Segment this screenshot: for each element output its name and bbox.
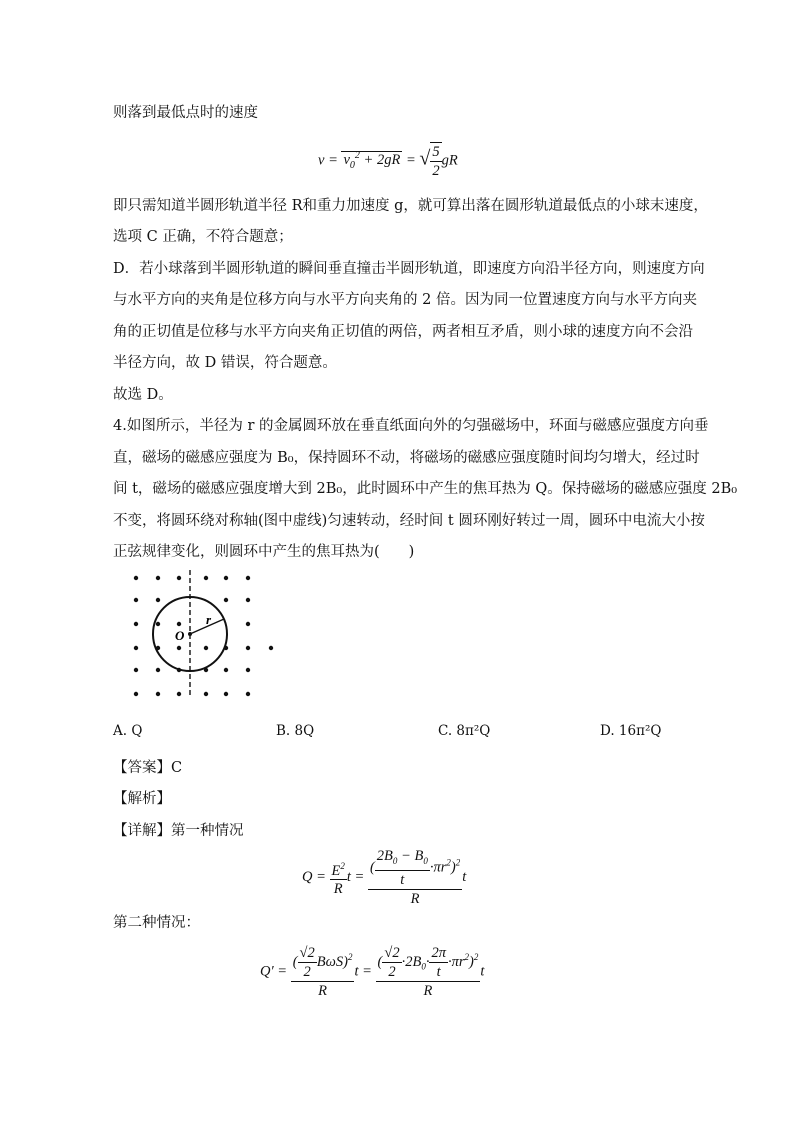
intro-line: 则落到最低点时的速度: [113, 105, 258, 121]
para2-line4: 半径方向，故 D 错误，符合题意。: [113, 355, 337, 371]
q4-line2: 直，磁场的磁感应强度为 B₀，保持圆环不动，将磁场的磁感应强度随时间均匀增大，经过时: [113, 450, 700, 466]
magnetic-field-figure: [126, 570, 276, 705]
answer-line: [113, 758, 182, 778]
para2-line3: 角的正切值是位移与水平方向夹角正切值的两倍，两者相互矛盾，则小球的速度方向不会沿: [113, 324, 693, 340]
para2-line2: 与水平方向的夹角是位移方向与水平方向夹角的 2 倍。因为同一位置速度方向与水平方向夹: [113, 292, 697, 308]
figure-center-label: O: [175, 628, 185, 643]
equation-case2: Q′ = ( $\frac{√2}{2}$ BωS)$^2$ R t = ( $\frac{√2}{2}$ $\cdot 2B_0\cdot$ $\frac{2\pi}{t}$ $\cdot\pi r^2)^2$ R t: [260, 945, 485, 999]
choice-c[interactable]: C. 8π²Q: [438, 723, 491, 739]
answer-value: C: [171, 760, 183, 776]
answer-tag: 【答案】: [113, 760, 171, 776]
detail-line: 【详解】第一种情况: [113, 823, 244, 839]
q4-line3: 间 t，磁场的磁感应强度增大到 2B₀，此时圆环中产生的焦耳热为 Q。保持磁场的磁感应强度 2B₀: [113, 481, 738, 497]
choice-d[interactable]: D. 16π²Q: [600, 723, 662, 739]
analysis-tag: 【解析】: [113, 791, 171, 807]
choice-b[interactable]: B. 8Q: [276, 723, 315, 739]
conclusion-line: 故选 D。: [113, 387, 173, 403]
para2-line1: D．若小球落到半圆形轨道的瞬间垂直撞击半圆形轨道，即速度方向沿半径方向，则速度方向: [113, 261, 705, 277]
para1-line2: 选项 C 正确，不符合题意；: [113, 229, 293, 245]
equation-velocity: $v = v_0^2 + 2gR$ = √ $\frac{5}{2}$ gR: [318, 144, 458, 179]
para1-line1: 即只需知道半圆形轨道半径 R和重力加速度 g，就可算出落在圆形轨道最低点的小球末速度，: [113, 198, 708, 214]
q4-line5: 正弦规律变化，则圆环中产生的焦耳热为( ): [113, 544, 415, 560]
choice-a[interactable]: A. Q: [113, 723, 143, 739]
equation-case1: Q = $\frac{E^2}{R}$ t = ( $\frac{2B_0 - B_0}{t}$ $\cdot\pi r^2)^2$ R t: [302, 848, 467, 907]
q4-line1: 4.如图所示，半径为 r 的金属圆环放在垂直纸面向外的匀强磁场中，环面与磁感应强度方向垂: [113, 418, 709, 434]
q4-line4: 不变，将圆环绕对称轴(图中虚线)匀速转动，经时间 t 圆环刚好转过一周，圆环中电流大小按: [113, 513, 705, 529]
case2-line: 第二种情况：: [113, 915, 200, 931]
figure-radius-label: r: [206, 612, 212, 627]
